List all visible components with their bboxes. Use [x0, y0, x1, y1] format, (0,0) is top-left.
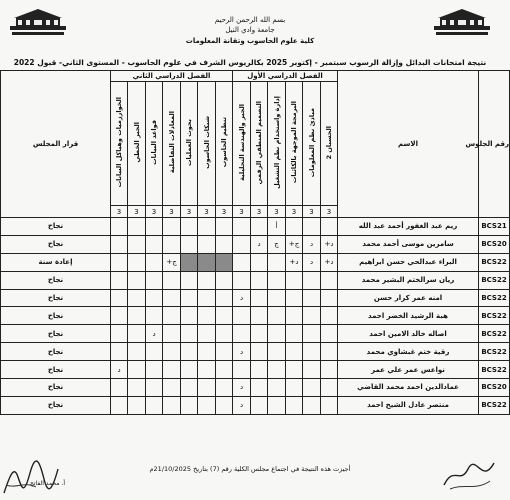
grade-cell [198, 253, 216, 271]
grade-cell [128, 253, 146, 271]
grade-cell [146, 235, 163, 253]
seat-number-cell: BCS20 [479, 235, 510, 253]
col-decision-header: قرار المجلس [1, 71, 111, 218]
grade-cell [128, 289, 146, 307]
semester1-header: الفصل الدراسي الأول [233, 71, 338, 82]
grade-cell [146, 307, 163, 325]
grade-cell [128, 396, 146, 414]
grade-cell [181, 271, 198, 289]
grade-cell [303, 307, 321, 325]
decision-cell: نجاح [1, 289, 111, 307]
grade-cell [251, 361, 268, 379]
grade-cell [111, 218, 128, 236]
grade-cell [286, 343, 303, 361]
grade-cell: د+ [286, 253, 303, 271]
grade-cell: د [303, 253, 321, 271]
grade-cell [303, 343, 321, 361]
grade-cell [321, 325, 338, 343]
grade-cell: د [146, 325, 163, 343]
grade-cell [128, 218, 146, 236]
grade-cell [198, 343, 216, 361]
course-s2-header: الجبر الخطي [128, 82, 146, 206]
grade-cell [128, 271, 146, 289]
signature-left [0, 455, 60, 500]
grade-cell [128, 325, 146, 343]
credit-hours-cell: 3 [146, 206, 163, 218]
student-name-cell: منتصر عادل الشيخ احمد [338, 396, 479, 414]
grade-cell [251, 307, 268, 325]
grade-cell: د [111, 361, 128, 379]
student-name-cell: ريان سرالختم البشير محمد [338, 271, 479, 289]
grade-cell [128, 379, 146, 397]
grade-cell: د [233, 379, 251, 397]
course-s1-header: الحسبان 2 [321, 82, 338, 206]
grade-cell [216, 343, 233, 361]
grade-cell [128, 361, 146, 379]
decision-cell: نجاح [1, 361, 111, 379]
seat-number-cell: BCS22 [479, 289, 510, 307]
grade-cell [286, 218, 303, 236]
grade-cell [163, 218, 181, 236]
grade-cell [321, 307, 338, 325]
grade-cell [321, 218, 338, 236]
decision-cell: إعادة سنة [1, 253, 111, 271]
credit-hours-cell: 3 [181, 206, 198, 218]
grade-cell [251, 396, 268, 414]
grade-cell [181, 396, 198, 414]
seat-number-cell: BCS22 [479, 343, 510, 361]
grade-cell: د [251, 235, 268, 253]
grade-cell [286, 396, 303, 414]
grade-cell [163, 307, 181, 325]
grade-cell [111, 379, 128, 397]
grade-cell [233, 361, 251, 379]
course-s2-header: المعادلات التفاضلية [163, 82, 181, 206]
course-s2-header: تنظيم الحاسوب [216, 82, 233, 206]
grade-cell [111, 289, 128, 307]
grade-cell [146, 218, 163, 236]
grade-cell [181, 218, 198, 236]
grade-cell [216, 289, 233, 307]
credit-hours-cell: 3 [268, 206, 286, 218]
credit-hours-cell: 3 [286, 206, 303, 218]
course-s1-header: البرمجة الموجهة بالكائنات [286, 82, 303, 206]
course-s1-header: الجبر والهندسة التحليلية [233, 82, 251, 206]
table-row [1, 218, 510, 236]
course-s1-header: إدارة واستخدام نظم التشغيل [268, 82, 286, 206]
grade-cell [198, 325, 216, 343]
grade-cell: د [233, 343, 251, 361]
table-row [1, 361, 510, 379]
grade-cell [163, 271, 181, 289]
decision-cell: نجاح [1, 343, 111, 361]
decision-cell: نجاح [1, 396, 111, 414]
grade-cell [321, 361, 338, 379]
results-table [0, 70, 510, 415]
seat-number-cell: BCS22 [479, 325, 510, 343]
grade-cell [146, 271, 163, 289]
seat-number-cell: BCS21 [479, 218, 510, 236]
course-s1-header: التصميم المنطقي الرقمي [251, 82, 268, 206]
grade-cell [111, 307, 128, 325]
grade-cell [128, 307, 146, 325]
credit-hours-cell: 3 [251, 206, 268, 218]
col-name-header: الاسم [338, 71, 479, 218]
student-name-cell: نواعس عمر علي عمر [338, 361, 479, 379]
grade-cell [286, 289, 303, 307]
table-row [1, 307, 510, 325]
grade-cell [268, 361, 286, 379]
grade-cell [233, 271, 251, 289]
grade-cell [146, 379, 163, 397]
credit-hours-cell: 3 [163, 206, 181, 218]
basmala: بسم الله الرحمن الرحيم [214, 16, 286, 24]
grade-cell [111, 396, 128, 414]
grade-cell [111, 271, 128, 289]
credit-hours-cell: 3 [111, 206, 128, 218]
grade-cell: د [303, 235, 321, 253]
decision-cell: نجاح [1, 218, 111, 236]
grade-cell: د+ [321, 253, 338, 271]
decision-cell: نجاح [1, 307, 111, 325]
grade-cell [216, 218, 233, 236]
grade-cell [146, 343, 163, 361]
university-name: جامعة وادي النيل [225, 26, 275, 34]
signatory-name: أ. محمد الفاتح [30, 480, 65, 487]
grade-cell: ج+ [286, 235, 303, 253]
faculty-name: كلية علوم الحاسوب وتقانة المعلومات [185, 37, 315, 45]
course-s2-header: الخوارزميات وهياكل البيانات [111, 82, 128, 206]
decision-cell: نجاح [1, 271, 111, 289]
grade-cell [216, 396, 233, 414]
table-row [1, 325, 510, 343]
credit-hours-cell: 3 [233, 206, 251, 218]
grade-cell [198, 235, 216, 253]
table-row [1, 396, 510, 414]
student-name-cell: البراء عبدالحي حسن ابراهيم [338, 253, 479, 271]
grade-cell [233, 218, 251, 236]
grade-cell: ج [268, 235, 286, 253]
grade-cell [128, 343, 146, 361]
grade-cell [181, 253, 198, 271]
grade-cell [233, 325, 251, 343]
grade-cell [198, 361, 216, 379]
seat-number-cell: BCS22 [479, 253, 510, 271]
grade-cell [303, 325, 321, 343]
credit-hours-cell: 3 [303, 206, 321, 218]
grade-cell: د [233, 289, 251, 307]
col-seat-number-header: رقم الجلوس [479, 71, 510, 218]
grade-cell [198, 289, 216, 307]
grade-cell [268, 271, 286, 289]
grade-cell [303, 218, 321, 236]
course-s2-header: بحوث العمليات [181, 82, 198, 206]
grade-cell [286, 271, 303, 289]
grade-cell [146, 396, 163, 414]
grade-cell [216, 361, 233, 379]
grade-cell [198, 307, 216, 325]
student-name-cell: عمادالدين احمد محمد القاضي [338, 379, 479, 397]
grade-cell [181, 379, 198, 397]
grade-cell [146, 289, 163, 307]
grade-cell [286, 361, 303, 379]
grade-cell [303, 271, 321, 289]
grade-cell [303, 379, 321, 397]
grade-cell [268, 325, 286, 343]
course-s1-header: مبادئ نظم المعلومات [303, 82, 321, 206]
grade-cell: د [233, 396, 251, 414]
grade-cell [321, 379, 338, 397]
grade-cell [321, 289, 338, 307]
grade-cell [198, 218, 216, 236]
grade-cell [146, 253, 163, 271]
grade-cell [163, 235, 181, 253]
grade-cell [181, 361, 198, 379]
grade-cell [303, 361, 321, 379]
grade-cell [321, 271, 338, 289]
grade-cell [198, 379, 216, 397]
grade-cell [111, 343, 128, 361]
grade-cell [251, 218, 268, 236]
grade-cell [181, 289, 198, 307]
grade-cell: د+ [321, 235, 338, 253]
signature-right [440, 455, 498, 495]
decision-cell: نجاح [1, 325, 111, 343]
student-name-cell: ريم عبد الغفور أحمد عبد الله [338, 218, 479, 236]
grade-cell [216, 325, 233, 343]
grade-cell [268, 307, 286, 325]
table-row [1, 235, 510, 253]
credit-hours-cell: 3 [198, 206, 216, 218]
grade-cell [251, 343, 268, 361]
student-name-cell: هبة الرشيد الخضر احمد [338, 307, 479, 325]
grade-cell: أ [268, 218, 286, 236]
grade-cell [181, 307, 198, 325]
grade-cell [303, 289, 321, 307]
grade-cell [251, 253, 268, 271]
grade-cell [181, 235, 198, 253]
seat-number-cell: BCS22 [479, 307, 510, 325]
semester2-header: الفصل الدراسي الثاني [111, 71, 233, 82]
table-row [1, 253, 510, 271]
grade-cell [286, 379, 303, 397]
grade-cell [251, 289, 268, 307]
grade-cell [146, 361, 163, 379]
grade-cell [216, 235, 233, 253]
grade-cell [251, 379, 268, 397]
credit-hours-cell: 3 [128, 206, 146, 218]
seat-number-cell: BCS22 [479, 271, 510, 289]
grade-cell [216, 253, 233, 271]
grade-cell [163, 343, 181, 361]
course-s2-header: قواعد البيانات [146, 82, 163, 206]
grade-cell [321, 396, 338, 414]
seat-number-cell: BCS20 [479, 379, 510, 397]
student-name-cell: اصاله خالد الامين احمد [338, 325, 479, 343]
grade-cell [303, 396, 321, 414]
grade-cell: ج+ [163, 253, 181, 271]
grade-cell [111, 235, 128, 253]
grade-cell [163, 396, 181, 414]
grade-cell [268, 379, 286, 397]
decision-cell: نجاح [1, 235, 111, 253]
grade-cell [128, 235, 146, 253]
grade-cell [251, 271, 268, 289]
decision-cell: نجاح [1, 379, 111, 397]
grade-cell [163, 325, 181, 343]
grade-cell [216, 379, 233, 397]
grade-cell [268, 396, 286, 414]
grade-cell [286, 307, 303, 325]
grade-cell [216, 271, 233, 289]
results-title: نتيجة امتحانات البدائل وإزالة الرسوب سبتمبر - إكتوبر 2025 بكالريوس الشرف في علوم الحاسوب - المستوى الثاني- قبول 2022 [13, 58, 487, 67]
grade-cell [181, 325, 198, 343]
grade-cell [268, 253, 286, 271]
grade-cell [233, 253, 251, 271]
grade-cell [163, 379, 181, 397]
grade-cell [286, 325, 303, 343]
table-row [1, 271, 510, 289]
grade-cell [233, 307, 251, 325]
course-s2-header: شبكات الحاسوب [198, 82, 216, 206]
grade-cell [251, 325, 268, 343]
seat-number-cell: BCS22 [479, 396, 510, 414]
grade-cell [216, 307, 233, 325]
grade-cell [198, 396, 216, 414]
grade-cell [198, 271, 216, 289]
grade-cell [163, 361, 181, 379]
grade-cell [181, 343, 198, 361]
student-name-cell: رقية ختم غبشاوي محمد [338, 343, 479, 361]
credit-hours-cell: 3 [321, 206, 338, 218]
table-row [1, 379, 510, 397]
table-row [1, 343, 510, 361]
grade-cell [321, 343, 338, 361]
grade-cell [268, 343, 286, 361]
credit-hours-cell: 3 [216, 206, 233, 218]
grade-cell [268, 289, 286, 307]
table-row [1, 289, 510, 307]
student-name-cell: امنه عمر كرار حسن [338, 289, 479, 307]
grade-cell [111, 253, 128, 271]
seat-number-cell: BCS22 [479, 361, 510, 379]
grade-cell [233, 235, 251, 253]
grade-cell [111, 325, 128, 343]
student-name-cell: سامرين موسى أحمد محمد [338, 235, 479, 253]
approval-note: أجيزت هذه النتيجة في اجتماع مجلس الكلية رقم (7) بتاريخ 21/10/2025م [149, 465, 351, 473]
grade-cell [163, 289, 181, 307]
